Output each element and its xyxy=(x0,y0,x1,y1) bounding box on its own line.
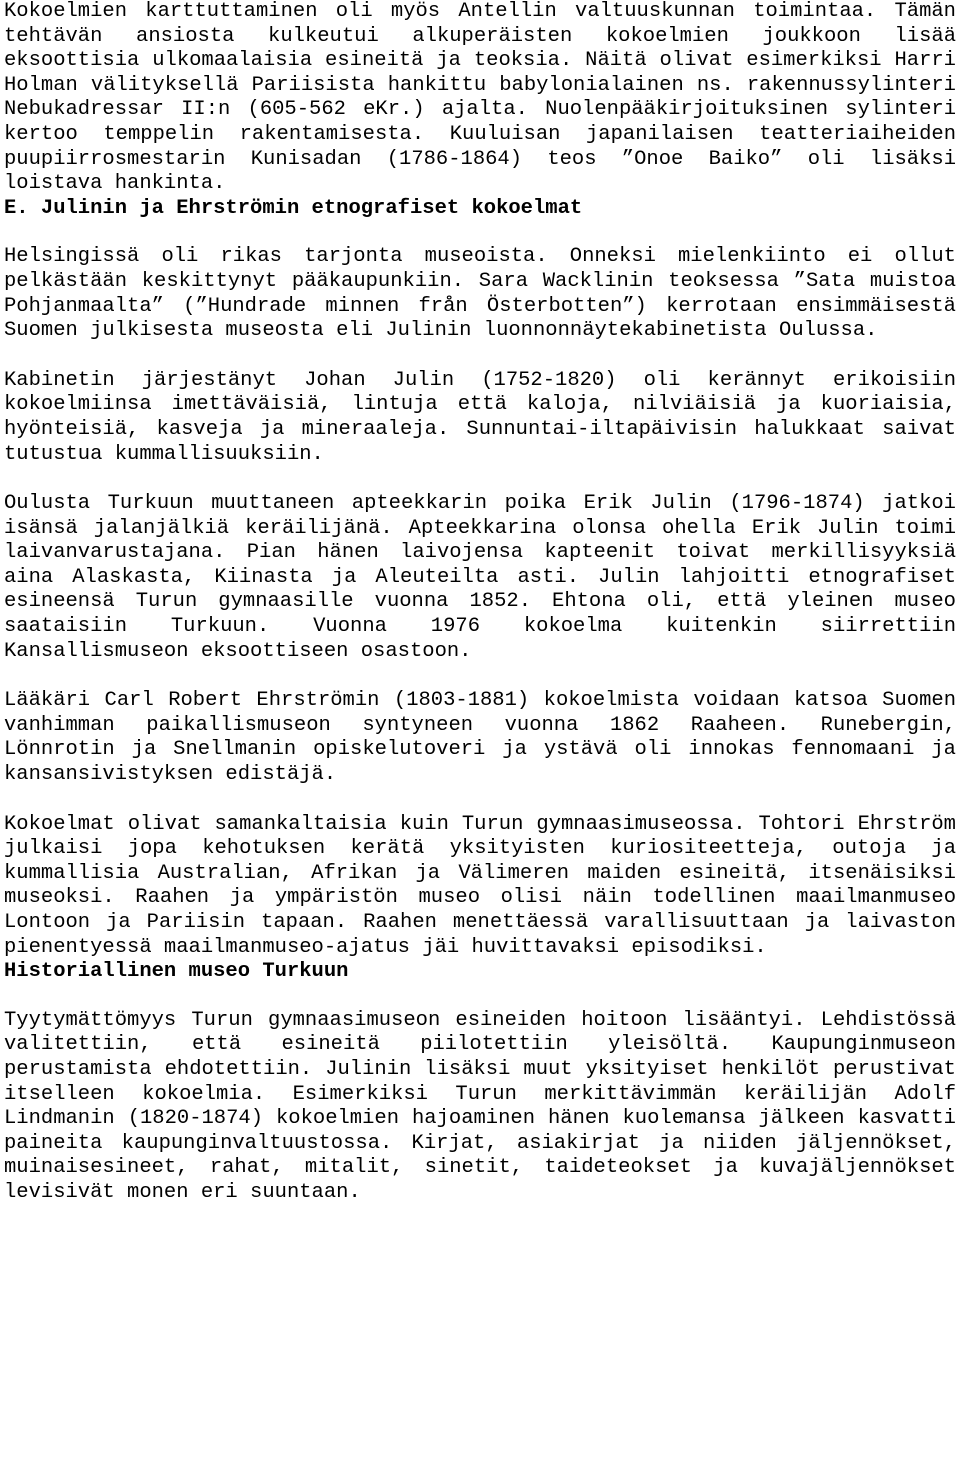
section-heading-historical-museum: Historiallinen museo Turkuun xyxy=(4,960,349,984)
paragraph-johan-julin: Kabinetin järjestänyt Johan Julin (1752-1820) oli kerännyt erikoisiin kokoelmiinsa imettäväisiä, lintuja että kaloja, nilviäisiä ja kuoriaisia, hyönteisiä, kasveja ja mineraaleja. Sunnuntai-iltapäivisin halukkaat saivat tutustua kummallisuuksiin. xyxy=(4,368,956,466)
paragraph-ehrstrom: Lääkäri Carl Robert Ehrströmin (1803-1881) kokoelmista voidaan katsoa Suomen vanhimman paikallismuseon syntyneen vuonna 1862 Raaheen. Runebergin, Lönnrotin ja Snellmanin opiskelutoveri ja ystävä oli innokas fennomaani ja kansansivistyksen edistäjä. xyxy=(4,689,956,787)
intro-paragraph: Kokoelmien karttuttaminen oli myös Antellin valtuuskunnan toimintaa. Tämän tehtävän ansiosta kulkeutui alkuperäisten kokoelmien joukkoon lisää eksoottisia ulkomaalaisia esineitä ja teoksia. Näitä olivat esimerkiksi Harri Holman välityksellä Pariisista hankittu babylonialainen ns. rakennussylinteri Nebukadressar II:n (605-562 eKr.) ajalta. Nuolenpääkirjoituksinen sylinteri kertoo temppelin rakentamisesta. Kuuluisan japanilaisen teatteriaiheiden puupiirrosmestarin Kunisadan (1786-1864) teos ”Onoe Baiko” oli lisäksi loistava hankinta. xyxy=(4,0,956,196)
paragraph-erik-julin: Oulusta Turkuun muuttaneen apteekkarin poika Erik Julin (1796-1874) jatkoi isänsä jalanjälkiä keräilijänä. Apteekkarina olonsa ohella Erik Julin toimi laivanvarustajana. Pian hänen laivojensa kapteenit toivat merkillisyyksiä aina Alaskasta, Kiinasta ja Aleuteilta asti. Julin lahjoitti etnografiset esineensä Turun gymnaasille vuonna 1852. Ehtona oli, että yleinen museo saataisiin Turkuun. Vuonna 1976 kokoelma kuitenkin siirrettiin Kansallismuseon eksoottiseen osastoon. xyxy=(4,492,956,663)
paragraph-turku-dissatisfaction: Tyytymättömyys Turun gymnaasimuseon esineiden hoitoon lisääntyi. Lehdistössä valitettiin, että esineitä piilotettiin yleisöltä. Kaupunginmuseon perustamista ehdotettiin. Julinin lisäksi muut yksityiset henkilöt perustivat itselleen kokoelmia. Esimerkiksi Turun merkittävimmän keräilijän Adolf Lindmanin (1820-1874) kokoelmien hajoaminen hänen kuolemansa jälkeen kasvatti paineita kaupunginvaltuustossa. Kirjat, asiakirjat ja niiden jäljennökset, muinaisesineet, rahat, mitalit, sinetit, taideteokset ja kuvajäljennökset levisivät monen eri suuntaan. xyxy=(4,1008,956,1204)
document-page xyxy=(4,0,956,1206)
paragraph-collections: Kokoelmat olivat samankaltaisia kuin Turun gymnaasimuseossa. Tohtori Ehrström julkaisi jopa kehotuksen kerätä yksityisten kuriositeetteja, outoja ja kummallisia Australian, Afrikan ja Välimeren maiden esineitä, itsenäisiksi museoksi. Raahen ja ympäristön museo olisi näin todellinen maailmanmuseo Lontoon ja Pariisin tapaan. Raahen menettäessä varallisuuttaan ja laivaston pienentyessä maailmanmuseo-ajatus jäi huvittavaksi episodiksi. xyxy=(4,812,956,959)
section-heading-julin-ehrstrom: E. Julinin ja Ehrströmin etnografiset kokoelmat xyxy=(4,196,583,220)
paragraph-helsinki-museums: Helsingissä oli rikas tarjonta museoista. Onneksi mielenkiinto ei ollut pelkästään keskittynyt pääkaupunkiin. Sara Wacklinin teoksessa ”Sata muistoa Pohjanmaalta” (”Hundrade minnen från Österbotten”) kerrotaan ensimmäisestä Suomen julkisesta museosta eli Julinin luonnonnäytekabinetista Oulussa. xyxy=(4,245,956,343)
